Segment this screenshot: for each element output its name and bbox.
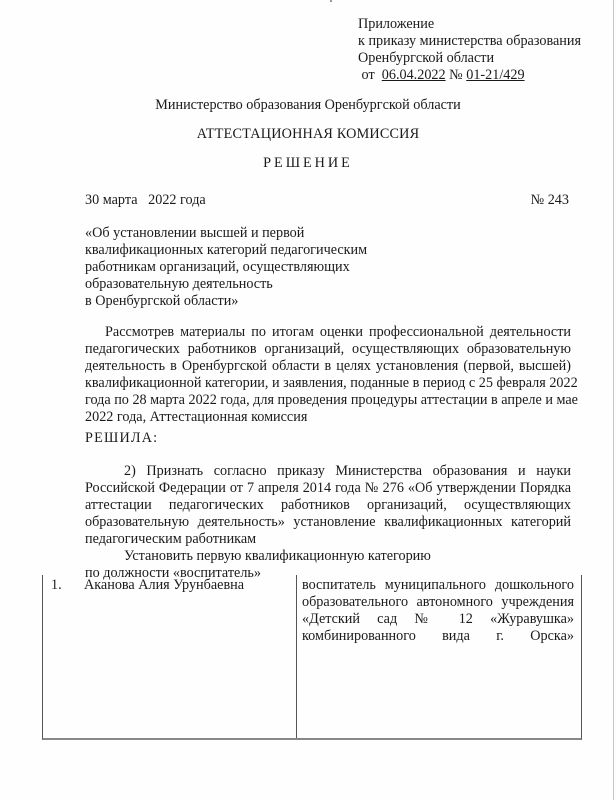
appendix-order-ref: к приказу министерства образования	[358, 33, 581, 49]
preamble-line: Рассмотрев материалы по итогам оценки профессиональной деятельности	[105, 324, 571, 340]
clause-line: 2) Признать согласно приказу Министерства образования и науки	[124, 463, 571, 479]
appendix-region: Оренбургской области	[358, 50, 495, 66]
subject-line: образовательную деятельность	[85, 276, 273, 292]
position-line: «Детский сад № 12 «Журавушка»	[302, 611, 574, 627]
preamble-line: квалификационной категории, и заявления, поданные в период с 25 февраля 2022	[85, 375, 578, 391]
position-line: образовательного автономного учреждения	[302, 594, 574, 610]
subject-line: работникам организаций, осуществляющих	[85, 259, 350, 275]
teacher-position	[302, 577, 574, 645]
appendix-date: 06.04.2022	[381, 67, 446, 83]
clause-line: Российской Федерации от 7 апреля 2014 года № 276 «Об утверждении Порядка	[85, 480, 571, 496]
resolved-label: РЕШИЛА:	[85, 430, 159, 446]
ministry-title: Министерство образования Оренбургской области	[155, 97, 461, 113]
teachers-table	[42, 575, 582, 740]
decision-subject	[85, 225, 405, 310]
subject-line: квалификационных категорий педагогическим	[85, 242, 368, 258]
decision-meta	[85, 192, 569, 209]
category-line: Установить первую квалификационную категорию	[124, 548, 431, 564]
preamble-line: года по 28 марта 2022 года, для проведения процедуры аттестации в апреле и мае	[85, 392, 578, 408]
subject-line: «Об установлении высшей и первой	[85, 225, 305, 241]
appendix-title: Приложение	[358, 16, 435, 32]
preamble-line: педагогических работников организаций, осуществляющих образовательную	[85, 341, 571, 357]
page-mark	[330, 0, 332, 2]
preamble-paragraph	[85, 324, 578, 426]
preamble-line: деятельность в Оренбургской области в целях установления (первой, высшей)	[85, 358, 571, 374]
decision-number: № 243	[530, 192, 569, 208]
appendix-number-sign: №	[449, 67, 463, 83]
clause-line: образовательную деятельность» установление квалификационных категорий	[85, 514, 571, 530]
subject-line: в Оренбургской области»	[85, 293, 239, 309]
position-line: воспитатель муниципального дошкольного	[302, 577, 574, 593]
column-divider	[296, 575, 297, 738]
page-edge	[613, 0, 614, 800]
appendix-number: 01-21/429	[466, 67, 525, 83]
row-number: 1.	[51, 577, 62, 593]
commission-title: АТТЕСТАЦИОННАЯ КОМИССИЯ	[196, 126, 420, 142]
position-line: комбинированного вида г. Орска»	[302, 628, 574, 644]
appendix-block	[358, 16, 608, 84]
position-line: по должности «воспитатель»	[85, 565, 261, 581]
teacher-name: Аканова Алия Урунбаевна	[84, 577, 245, 593]
clause-line: педагогическим работникам	[85, 531, 257, 547]
appendix-date-line	[358, 67, 608, 84]
appendix-prefix: от	[361, 67, 375, 83]
decision-title: РЕШЕНИЕ	[263, 155, 353, 171]
decision-date: 30 марта 2022 года	[85, 192, 206, 208]
clause-paragraph	[85, 463, 571, 582]
preamble-line: 2022 года, Аттестационная комиссия	[85, 409, 308, 425]
clause-line: аттестации педагогических работников организаций, осуществляющих	[85, 497, 571, 513]
